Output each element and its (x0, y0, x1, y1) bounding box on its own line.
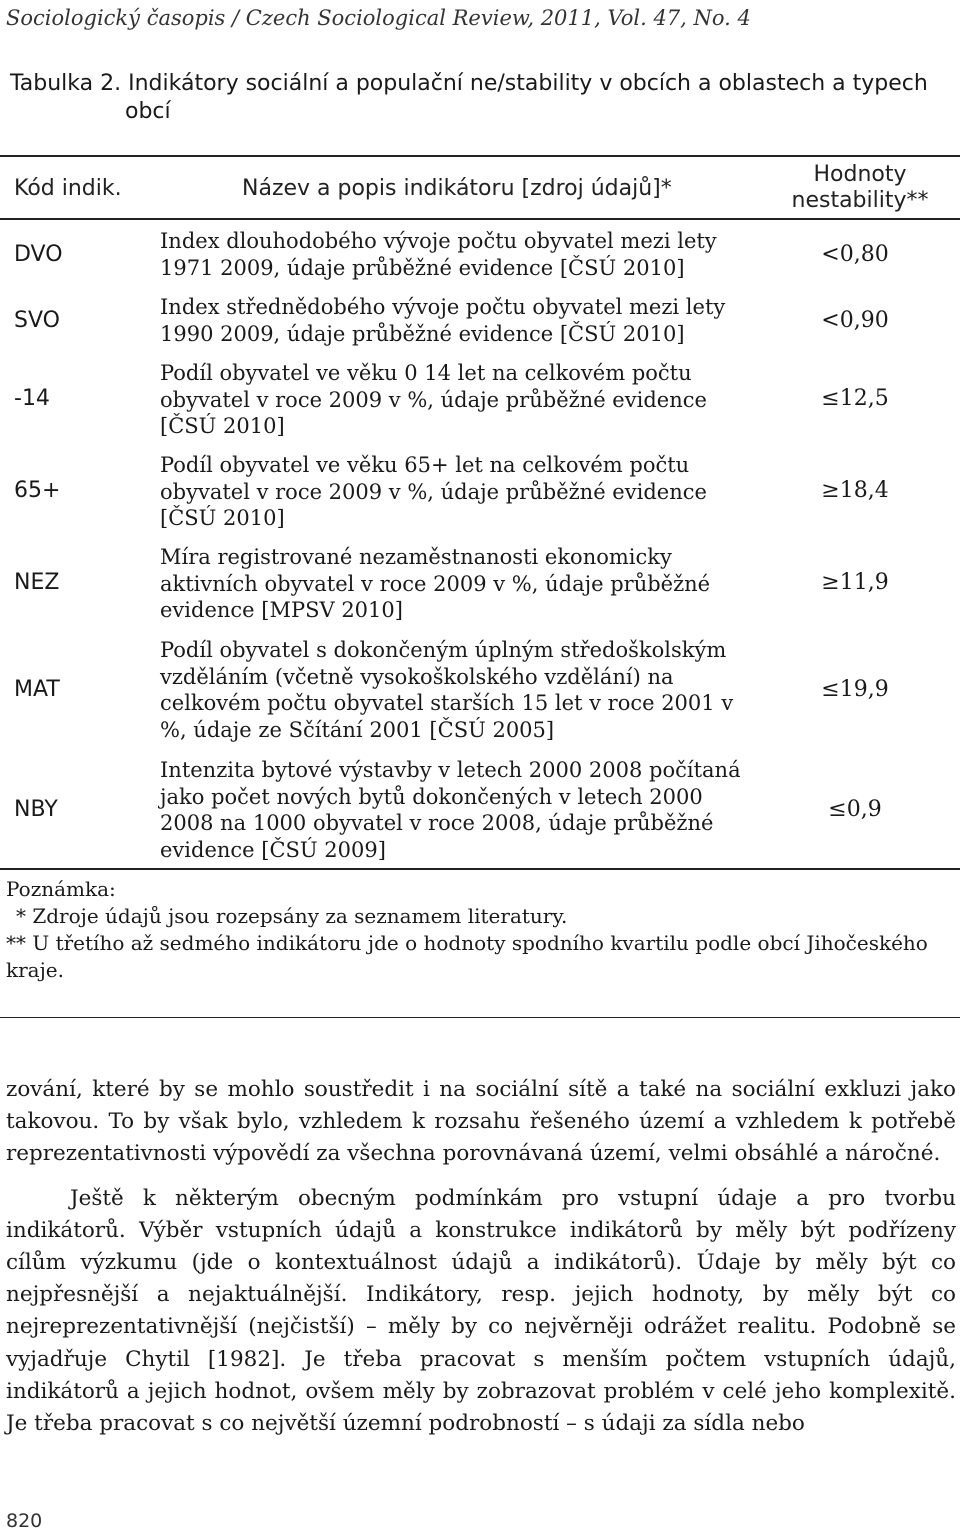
note-sources: * Zdroje údajů jsou rozepsány za seznamem literatury. (16, 904, 568, 928)
indicator-value: ≤19,9 (821, 677, 889, 702)
table-top-rule (0, 155, 960, 157)
header-description: Název a popis indikátoru [zdroj údajů]* (242, 176, 672, 201)
header-value (770, 162, 950, 214)
indicator-value: ≤0,9 (828, 797, 882, 822)
indicator-description: Index dlouhodobého vývoje počtu obyvatel mezi lety 1971 2009, údaje průběžné evidence [ČSÚ 2010] (160, 229, 717, 280)
note-quartile: ** U třetího až sedmého indikátoru jde o hodnoty spodního kvartilu podle obcí Jihočeského kraje. (6, 931, 928, 982)
table-bottom-rule (0, 868, 960, 870)
body-paragraph: Ještě k některým obecným podmínkám pro vstupní údaje a pro tvorbu indikátorů. Výběr vstupních údajů a konstrukce indikátorů by měly být podřízeny cílům výzkumu (jde o kontextuálnost údajů a indikátorů). Údaje by měly být co nejpřesnější a nejaktuálnější. Indikátory, resp. jejich hodnoty, by měly být co nejreprezentativnější (nejčistší) – měly by co nejvěrněji odrážet realitu. Podobně se vyjadřuje Chytil [1982]. Je třeba pracovat s menším počtem vstupních údajů, indikátorů a jejich hodnot, ovšem měly by zobrazovat problém v celé jeho komplexitě. Je třeba pracovat s co největší územní podrobností – s údaji za sídla nebo (6, 1185, 956, 1437)
indicator-code: NBY (14, 797, 58, 822)
page-number: 820 (6, 1510, 43, 1532)
indicator-value: <0,90 (821, 308, 889, 333)
indicator-value: ≥18,4 (821, 478, 889, 503)
indicator-code: MAT (14, 677, 60, 702)
table-notes (6, 876, 950, 984)
running-head: Sociologický časopis / Czech Sociological Review, 2011, Vol. 47, No. 4 (6, 6, 751, 30)
header-code: Kód indik. (14, 176, 122, 201)
header-value-line2: nestability** (791, 188, 929, 213)
indicator-value: <0,80 (821, 242, 889, 267)
notes-rule (0, 1017, 960, 1018)
indicator-code: NEZ (14, 570, 60, 595)
indicator-code: 65+ (14, 478, 61, 503)
indicator-code: DVO (14, 242, 63, 267)
indicator-description: Míra registrované nezaměstnanosti ekonomicky aktivních obyvatel v roce 2009 v %, údaje průběžné evidence [MPSV 2010] (160, 545, 711, 622)
body-paragraph: zování, které by se mohlo soustředit i na sociální sítě a také na sociální exkluzi jako takovou. To by však bylo, vzhledem k rozsahu řešeného území a vzhledem k potřebě reprezentativnosti výpovědí za všechna porovnávaná území, velmi obsáhlé a náročné. (6, 1077, 956, 1167)
note-title: Poznámka: (6, 877, 116, 901)
indicator-description: Podíl obyvatel ve věku 0 14 let na celkovém počtu obyvatel v roce 2009 v %, údaje průběžné evidence [ČSÚ 2010] (160, 361, 707, 438)
indicator-code: -14 (14, 386, 50, 411)
indicator-description: Podíl obyvatel ve věku 65+ let na celkovém počtu obyvatel v roce 2009 v %, údaje průběžné evidence [ČSÚ 2010] (160, 453, 707, 530)
indicator-code: SVO (14, 308, 60, 333)
table-header-rule (0, 218, 960, 220)
indicator-value: ≤12,5 (821, 386, 889, 411)
body-text (6, 1074, 956, 1440)
header-value-line1: Hodnoty (813, 162, 907, 187)
indicator-description: Intenzita bytové výstavby v letech 2000 2008 počítaná jako počet nových bytů dokončených v letech 2000 2008 na 1000 obyvatel v roce 2008, údaje průběžné evidence [ČSÚ 2009] (160, 758, 741, 862)
indicator-description: Index střednědobého vývoje počtu obyvatel mezi lety 1990 2009, údaje průběžné evidence [ČSÚ 2010] (160, 295, 726, 346)
indicator-value: ≥11,9 (821, 570, 889, 595)
table-caption: Tabulka 2. Indikátory sociální a populační ne/stability v obcích a oblastech a typech obcí (10, 71, 928, 124)
indicator-description: Podíl obyvatel s dokončeným úplným středoškolským vzděláním (včetně vysokoškolského vzdělání) na celkovém počtu obyvatel starších 15 let v roce 2001 v %, údaje ze Sčítání 2001 [ČSÚ 2005] (160, 638, 734, 742)
